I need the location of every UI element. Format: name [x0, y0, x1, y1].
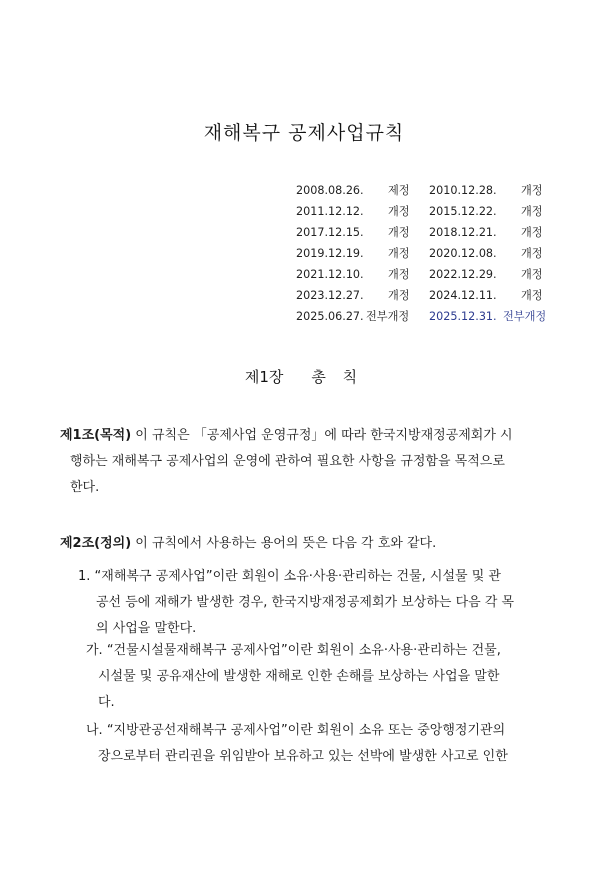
history-type: 개정	[388, 226, 410, 239]
history-type: 개정	[388, 205, 410, 218]
subitem-ga-line: 시설물 및 공유재산에 발생한 재해로 인한 손해를 보상하는 사업을 말한	[98, 669, 500, 684]
history-type: 개정	[521, 226, 543, 239]
article-text: 이 규칙에서 사용하는 용어의 뜻은 다음 각 호와 같다.	[131, 536, 437, 551]
subitem-ga-line: 다.	[98, 695, 115, 710]
chapter-number: 제1장	[244, 368, 284, 386]
history-date: 2020.12.08.	[429, 247, 497, 260]
history-type: 개정	[388, 268, 410, 281]
history-type: 개정	[521, 268, 543, 281]
history-date-latest: 2025.12.31.	[429, 310, 497, 323]
history-date: 2018.12.21.	[429, 226, 497, 239]
history-date: 2022.12.29.	[429, 268, 497, 281]
history-date: 2010.12.28.	[429, 184, 497, 197]
history-type: 제정	[388, 184, 410, 197]
article-1-line: 한다.	[70, 480, 100, 495]
history-date: 2011.12.12.	[296, 205, 364, 218]
history-row	[296, 180, 556, 201]
history-type: 개정	[388, 247, 410, 260]
history-date: 2019.12.19.	[296, 247, 364, 260]
history-type-latest: 전부개정	[503, 310, 547, 323]
subitem-na-line: 나. “지방관공선재해복구 공제사업”이란 회원이 소유 또는 중앙행정기관의	[86, 723, 506, 738]
history-date: 2024.12.11.	[429, 289, 497, 302]
history-date: 2025.06.27.	[296, 310, 364, 323]
history-type: 전부개정	[366, 310, 410, 323]
history-date: 2017.12.15.	[296, 226, 364, 239]
revision-history	[296, 180, 556, 327]
item-1-line: 의 사업을 말한다.	[96, 621, 197, 636]
article-text: 이 규칙은 「공제사업 운영규정」에 따라 한국지방재정공제회가 시	[131, 428, 513, 443]
history-date: 2008.08.26.	[296, 184, 364, 197]
history-row	[296, 264, 556, 285]
history-type: 개정	[521, 184, 543, 197]
article-2	[60, 531, 554, 557]
history-type: 개정	[521, 205, 543, 218]
article-1-line: 행하는 재해복구 공제사업의 운영에 관하여 필요한 사항을 규정함을 목적으로	[70, 454, 505, 469]
article-1	[60, 423, 554, 449]
history-type: 개정	[521, 289, 543, 302]
history-type: 개정	[521, 247, 543, 260]
history-date: 2023.12.27.	[296, 289, 364, 302]
history-date: 2015.12.22.	[429, 205, 497, 218]
history-date: 2021.12.10.	[296, 268, 364, 281]
history-row	[296, 222, 556, 243]
item-1-line: 공선 등에 재해가 발생한 경우, 한국지방재정공제회가 보상하는 다음 각 목	[96, 595, 515, 610]
history-row	[296, 201, 556, 222]
chapter-heading	[0, 366, 608, 387]
history-row	[296, 243, 556, 264]
history-row	[296, 285, 556, 306]
article-heading: 제2조(정의)	[60, 536, 132, 551]
item-1-line: 1. “재해복구 공제사업”이란 회원이 소유·사용·관리하는 건물, 시설물 및 관	[78, 569, 501, 584]
subitem-na-line: 장으로부터 관리권을 위임받아 보유하고 있는 선박에 발생한 사고로 인한	[98, 749, 508, 764]
document-title: 재해복구 공제사업규칙	[203, 122, 405, 144]
article-heading: 제1조(목적)	[60, 428, 132, 443]
history-row	[296, 306, 556, 327]
subitem-ga-line: 가. “건물시설물재해복구 공제사업”이란 회원이 소유·사용·관리하는 건물,	[86, 643, 501, 658]
chapter-name: 총 칙	[311, 368, 364, 386]
history-type: 개정	[388, 289, 410, 302]
